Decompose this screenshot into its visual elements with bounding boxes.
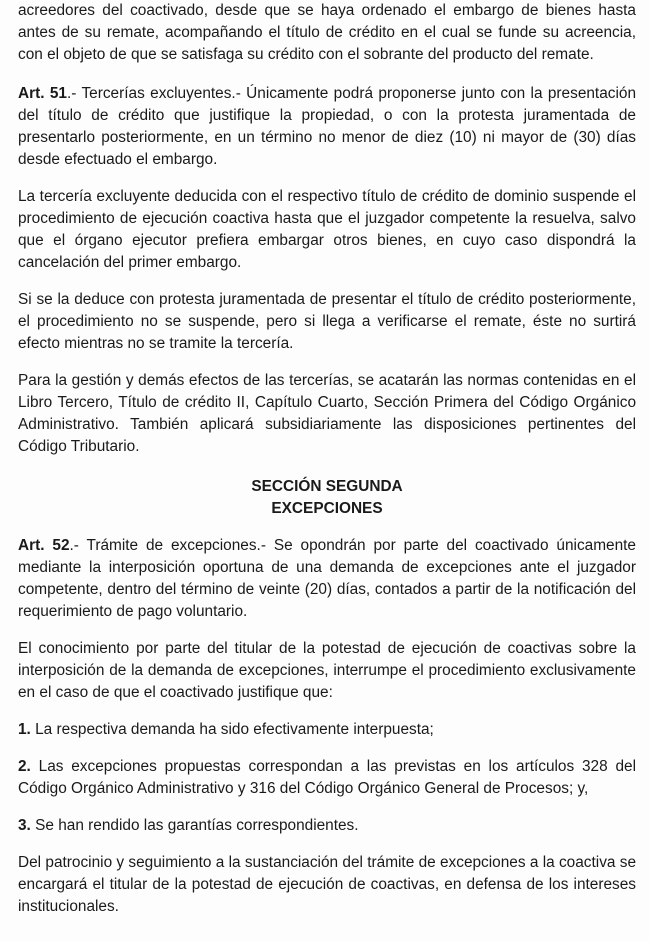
document-page xyxy=(18,0,636,918)
list-item-2-number: 2. xyxy=(18,758,31,775)
list-item-3 xyxy=(18,815,636,837)
list-item-1 xyxy=(18,719,636,741)
section-heading-line2: EXCEPCIONES xyxy=(271,500,383,517)
list-item-2-text: Las excepciones propuestas correspondan a las previstas en los artículos 328 del Código Orgánico Administrativo y 316 del Código Orgánico General de Procesos; y, xyxy=(18,758,636,797)
article-51-text: .- Tercerías excluyentes.- Únicamente podrá proponerse junto con la presentación del título de crédito que justifique la propiedad, o con la protesta juramentada de presentarlo posteriormente, en un término no menor de diez (10) ni mayor de (30) días desde efectuado el embargo. xyxy=(18,85,637,168)
article-52-number: Art. 52 xyxy=(18,537,70,554)
paragraph-patrocinio: Del patrocinio y seguimiento a la sustanciación del trámite de excepciones a la coactiva se encargará el titular de la potestad de ejecución de coactivas, en defensa de los intereses institucionales. xyxy=(18,854,636,915)
section-heading xyxy=(18,476,636,520)
paragraph-protesta: Si se la deduce con protesta juramentada de presentar el título de crédito posteriormente, el procedimiento no se suspende, pero si llega a verificarse el remate, éste no surtirá efecto mientras no se tramite la tercería. xyxy=(18,291,636,352)
article-52-text: .- Trámite de excepciones.- Se opondrán por parte del coactivado únicamente mediante la interposición oportuna de una demanda de excepciones ante el juzgador competente, dentro del término de veinte (20) días, contados a partir de la notificación del requerimiento de pago voluntario. xyxy=(18,537,636,620)
article-51-paragraph xyxy=(18,83,636,171)
list-item-2 xyxy=(18,756,636,800)
list-item-3-number: 3. xyxy=(18,817,31,834)
paragraph-gestion: Para la gestión y demás efectos de las tercerías, se acatarán las normas contenidas en el Libro Tercero, Título de crédito II, Capítulo Cuarto, Sección Primera del Código Orgánico Administrativo. También aplicará subsidiariamente las disposiciones pertinentes del Código Tributario. xyxy=(18,372,636,455)
paragraph-conocimiento: El conocimiento por parte del titular de la potestad de ejecución de coactivas sobre la interposición de la demanda de excepciones, interrumpe el procedimiento exclusivamente en el caso de que el coactivado justifique que: xyxy=(18,640,636,701)
paragraph-suspension: La tercería excluyente deducida con el respectivo título de crédito de dominio suspende el procedimiento de ejecución coactiva hasta que el juzgador competente la resuelva, salvo que el órgano ejecutor prefiera embargar otros bienes, en cuyo caso dispondrá la cancelación del primer embargo. xyxy=(18,188,636,271)
intro-paragraph: acreedores del coactivado, desde que se haya ordenado el embargo de bienes hasta antes de su remate, acompañando el título de crédito en el cual se funde su acreencia, con el objeto de que se satisfaga su crédito con el sobrante del producto del remate. xyxy=(18,2,636,63)
section-heading-line1: SECCIÓN SEGUNDA xyxy=(251,478,403,495)
list-item-3-text: Se han rendido las garantías correspondientes. xyxy=(30,817,359,834)
list-item-1-text: La respectiva demanda ha sido efectivamente interpuesta; xyxy=(30,721,434,738)
article-52-paragraph xyxy=(18,535,636,623)
list-item-1-number: 1. xyxy=(18,721,31,738)
article-51-number: Art. 51 xyxy=(18,85,67,102)
